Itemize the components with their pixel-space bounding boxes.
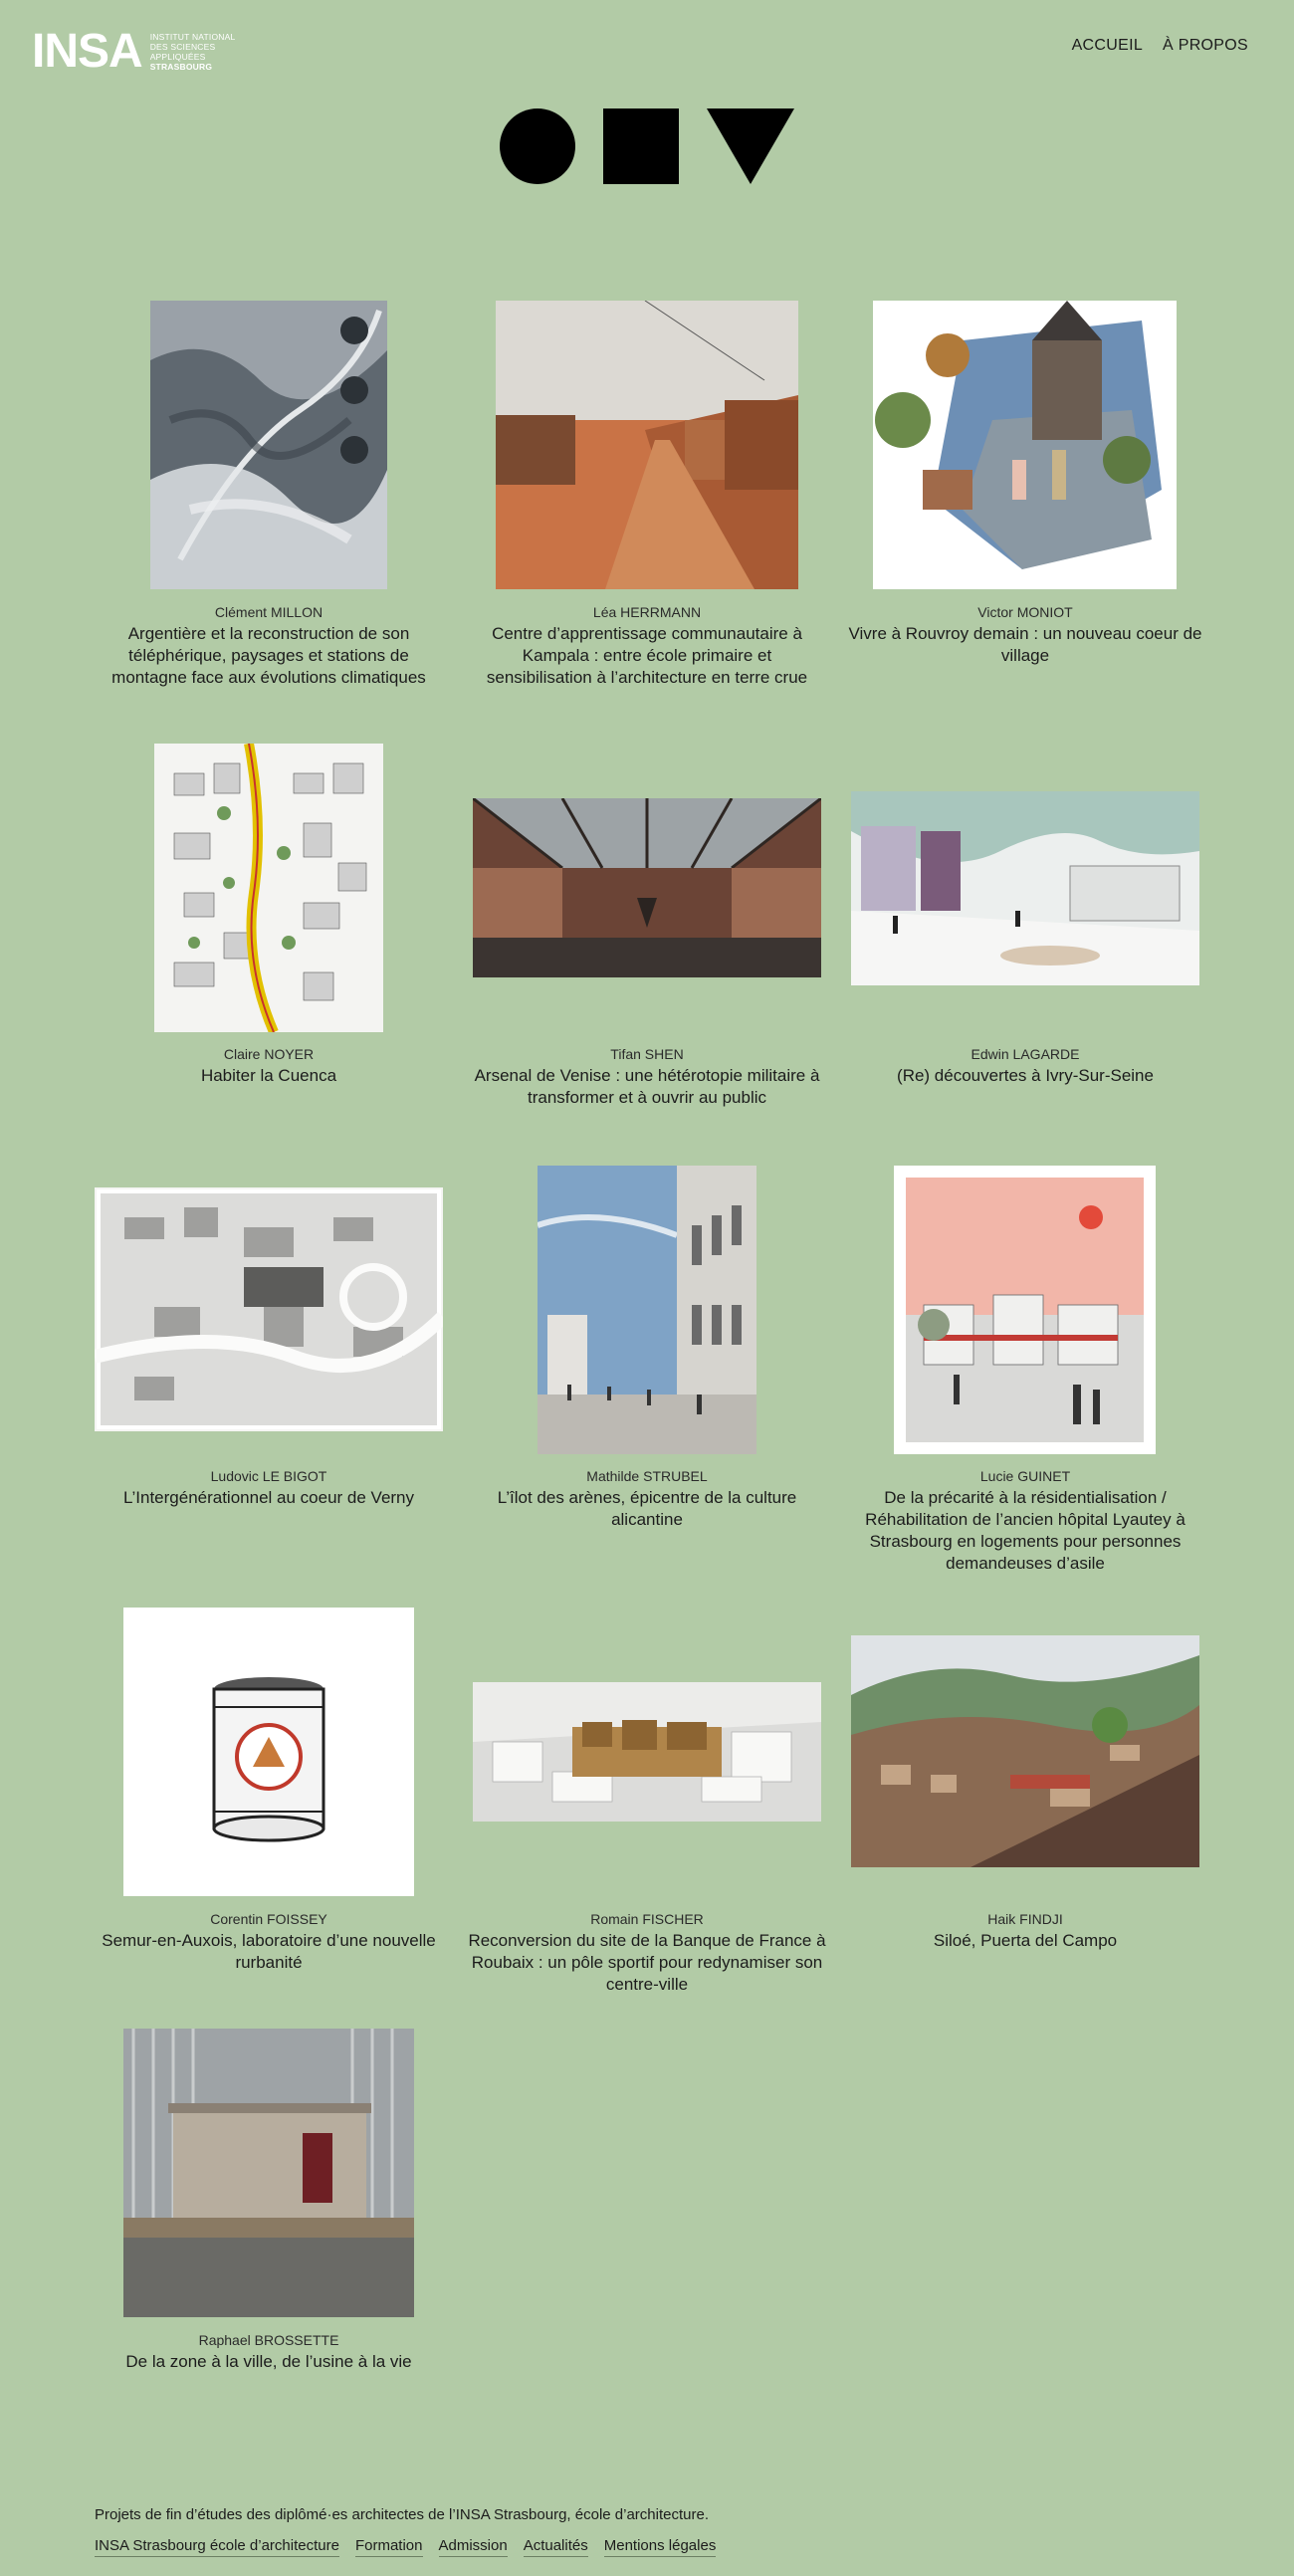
project-image-foissey[interactable] [123, 1608, 414, 1896]
project-card [468, 1910, 826, 1996]
footer-link-actualites[interactable]: Actualités [524, 2537, 588, 2557]
project-title[interactable]: L’Intergénérationnel au coeur de Verny [122, 1488, 415, 1507]
site-footer [95, 2506, 1199, 2557]
project-author: Léa HERRMANN [592, 604, 702, 620]
project-image-fischer[interactable] [473, 1682, 821, 1822]
footer-links [95, 2537, 1199, 2557]
project-card [846, 1467, 1204, 1575]
project-title[interactable]: Reconversion du site de la Banque de France à Roubaix : un pôle sportif pour redynamiser son centre-ville [468, 1931, 826, 1994]
project-title[interactable]: Argentière et la reconstruction de son téléphérique, paysages et stations de montagne face aux évolutions climatiques [111, 624, 426, 687]
project-image-lebigot[interactable] [95, 1187, 443, 1431]
project-image-brossette[interactable] [123, 2029, 414, 2317]
project-author: Mathilde STRUBEL [586, 1468, 708, 1484]
project-author: Lucie GUINET [979, 1468, 1071, 1484]
project-title[interactable]: L’îlot des arènes, épicentre de la culture alicantine [497, 1488, 797, 1529]
project-card [846, 1910, 1204, 1952]
project-author: Corentin FOISSEY [210, 1911, 327, 1927]
project-image-findji[interactable] [851, 1635, 1199, 1867]
project-image-strubel[interactable] [538, 1166, 756, 1454]
project-title[interactable]: Vivre à Rouvroy demain : un nouveau coeur de village [848, 624, 1202, 665]
project-author: Clément MILLON [214, 604, 324, 620]
project-author: Edwin LAGARDE [970, 1046, 1080, 1062]
project-author: Claire NOYER [223, 1046, 315, 1062]
project-title[interactable]: Arsenal de Venise : une hétérotopie militaire à transformer et à ouvrir au public [474, 1066, 820, 1107]
project-author: Tifan SHEN [610, 1046, 684, 1062]
logo-mark: INSA [32, 25, 142, 78]
project-card [468, 1467, 826, 1531]
project-author: Ludovic LE BIGOT [210, 1468, 327, 1484]
nav-a-propos[interactable]: À PROPOS [1163, 37, 1248, 54]
footer-link-mentions[interactable]: Mentions légales [604, 2537, 717, 2557]
project-title[interactable]: De la zone à la ville, de l’usine à la vie [125, 2352, 412, 2371]
project-author: Romain FISCHER [590, 1911, 704, 1927]
project-title[interactable]: Semur-en-Auxois, laboratoire d’une nouvelle rurbanité [102, 1931, 436, 1972]
project-image-millon[interactable] [150, 301, 387, 589]
project-author: Haik FINDJI [987, 1911, 1063, 1927]
project-card [90, 603, 448, 689]
project-image-noyer[interactable] [154, 744, 383, 1032]
footer-link-insa[interactable]: INSA Strasbourg école d’architecture [95, 2537, 339, 2557]
project-image-guinet[interactable] [894, 1166, 1156, 1454]
nav-accueil[interactable]: ACCUEIL [1071, 37, 1144, 54]
project-card [90, 1045, 448, 1087]
logo-text: INSTITUT NATIONAL DES SCIENCES APPLIQUÉES STRASBOURG [149, 32, 236, 72]
project-image-lagarde[interactable] [851, 791, 1199, 985]
project-title[interactable]: Centre d’apprentissage communautaire à Kampala : entre école primaire et sensibilisation à l’architecture en terre crue [486, 624, 808, 687]
project-image-herrmann[interactable] [496, 301, 798, 589]
project-image-shen[interactable] [473, 798, 821, 977]
project-card [846, 603, 1204, 667]
project-title[interactable]: De la précarité à la résidentialisation / Réhabilitation de l’ancien hôpital Lyautey à Strasbourg en logements pour personnes demandeuses d’asile [865, 1488, 1186, 1573]
footer-link-admission[interactable]: Admission [439, 2537, 508, 2557]
project-author: Victor MONIOT [977, 604, 1073, 620]
project-card [90, 2331, 448, 2373]
project-card [90, 1467, 448, 1509]
project-title[interactable]: Siloé, Puerta del Campo [933, 1931, 1118, 1950]
footer-text: Projets de fin d’études des diplômé·es architectes de l’INSA Strasbourg, école d’architecture. [95, 2506, 709, 2523]
project-title[interactable]: (Re) découvertes à Ivry-Sur-Seine [897, 1066, 1154, 1085]
project-author: Raphael BROSSETTE [198, 2332, 339, 2348]
project-image-moniot[interactable] [873, 301, 1177, 589]
project-title[interactable]: Habiter la Cuenca [200, 1066, 337, 1085]
project-card [90, 1910, 448, 1974]
footer-link-formation[interactable]: Formation [355, 2537, 423, 2557]
project-card [468, 1045, 826, 1109]
project-card [846, 1045, 1204, 1087]
project-card [468, 603, 826, 689]
